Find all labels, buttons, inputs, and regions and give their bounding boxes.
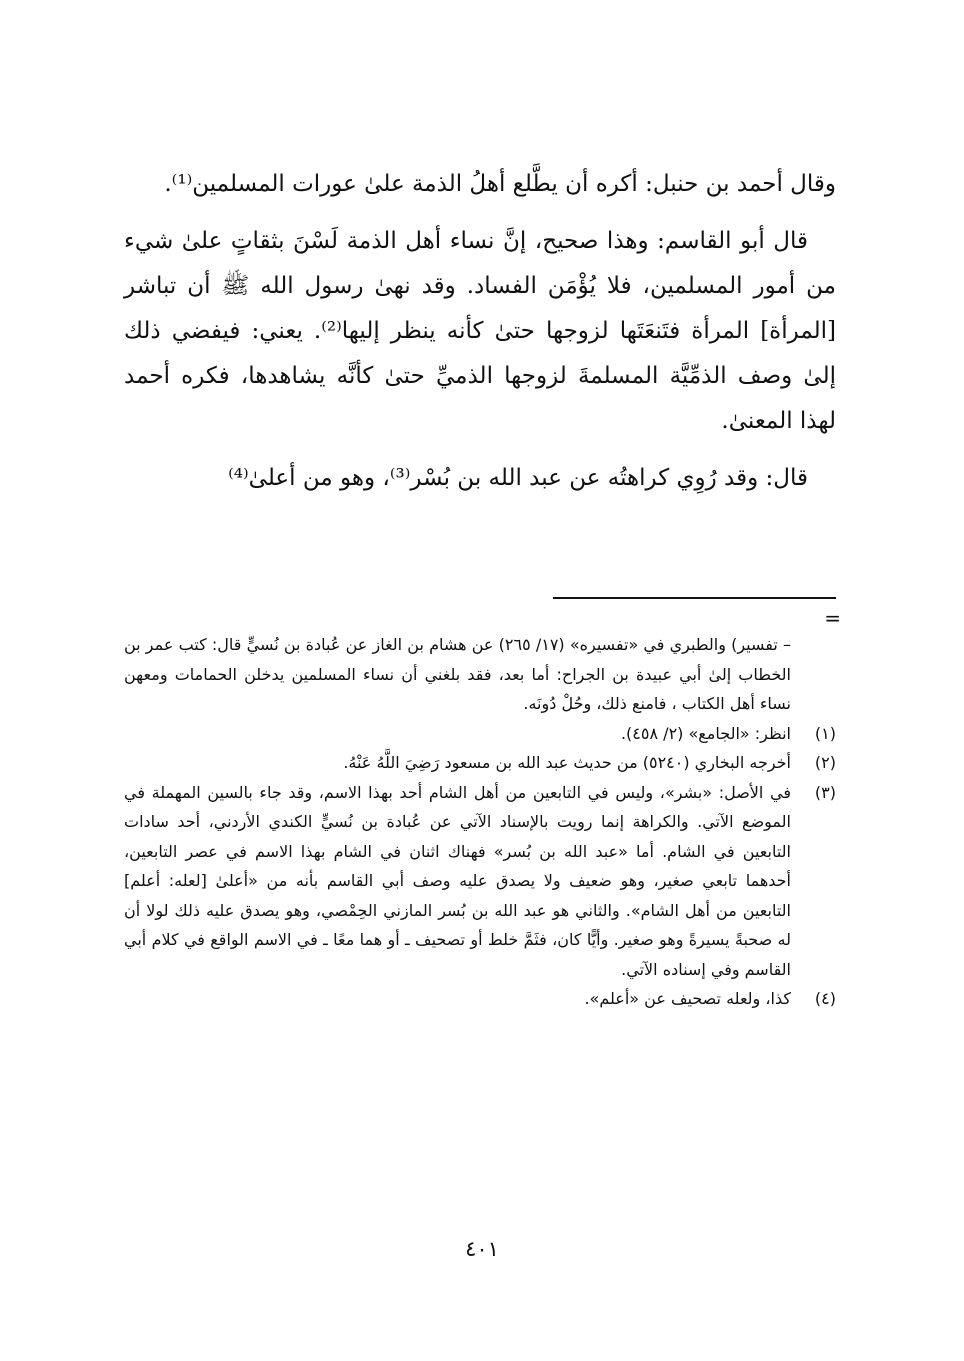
- footnote-number: (٤): [814, 989, 836, 1008]
- footnote-item: [124, 719, 836, 749]
- main-paragraph: قال: وقد رُوِي كراهتُه عن عبد الله بن بُسْر⁽³⁾، وهو من أعلىٰ⁽⁴⁾: [228, 465, 808, 491]
- footnote-number: (١): [814, 723, 836, 743]
- footnote-number: (٢): [814, 753, 836, 772]
- footnote-number: (٣): [814, 782, 836, 802]
- footnote-item: [124, 748, 836, 778]
- footnote-separator: [553, 597, 836, 599]
- footnote-text: كذا، ولعله تصحيف عن «أعلم».: [584, 989, 791, 1008]
- footnotes: [124, 630, 836, 1014]
- footnote-item: [124, 984, 836, 1014]
- footnote-continuation-mark: =: [824, 606, 841, 630]
- page-number: ٤٠١: [465, 1237, 499, 1261]
- footnote-text: انظر: «الجامع» (٢/ ٤٥٨).: [620, 723, 791, 743]
- footnote-item: [124, 778, 836, 985]
- main-paragraph: قال أبو القاسم: وهذا صحيح، إنَّ نساء أهل الذمة لَسْنَ بثقاتٍ علىٰ شيء من أمور المسلمين، فلا يُؤْمَن الفساد. وقد نهىٰ رسول الله ﷺ أن تباشر [المرأة] المرأة فتَنعَتَها لزوجها حتىٰ كأنه ينظر إليها⁽²⁾. يعني: فيفضي ذلك إلىٰ وصف الذمِّيَّة المسلمةَ لزوجها الذميِّ حتىٰ كأنَّه يشاهدها، فكره أحمد لهذا المعنىٰ.: [124, 228, 836, 434]
- footnote-text: في الأصل: «بشر»، وليس في التابعين من أهل الشام أحد بهذا الاسم، وقد جاء بالسين المهملة في الموضع الآتي. والكراهة إنما رويت بالإسناد الآتي عن عُبادة بن نُسيٍّ الكندي الأردني، أحد سادات التابعين في الشام. أما «عبد الله بن بُسر» فهناك اثنان في الشام بهذا الاسم في عصر التابعين، أحدهما تابعي صغير، وهو ضعيف ولا يصدق عليه وصف أبي القاسم بأنه من «أعلىٰ [لعله: أعلم] التابعين من أهل الشام». والثاني هو عبد الله بن بُسر المازني الحِمْصي، وهو يصدق عليه ذلك لولا أن له صحبةً يسيرةً وهو صغير. وأيًّا كان، فثَمَّ خلط أو تصحيف ـ أو هما معًا ـ في الاسم الواقع في كلام أبي القاسم وفي إسناده الآتي.: [124, 782, 791, 979]
- footnote-text: أخرجه البخاري (٥٢٤٠) من حديث عبد الله بن مسعود رَضِيَ اللَّهُ عَنْهُ.: [343, 753, 791, 772]
- main-text: [124, 162, 836, 513]
- footnote-continued-text: – تفسير) والطبري في «تفسيره» (١٧/ ٢٦٥) عن هشام بن الغاز عن عُبادة بن نُسيٍّ قال: كتب عمر بن الخطاب إلىٰ أبي عبيدة بن الجراح: أما بعد، فقد بلغني أن نساء المسلمين يدخلن الحمامات ومعهن نساء أهل الكتاب ، فامنع ذلك، وحُلْ دُونَه.: [124, 635, 791, 713]
- main-paragraph: وقال أحمد بن حنبل: أكره أن يطَّلع أهلُ الذمة علىٰ عورات المسلمين⁽¹⁾.: [164, 171, 836, 197]
